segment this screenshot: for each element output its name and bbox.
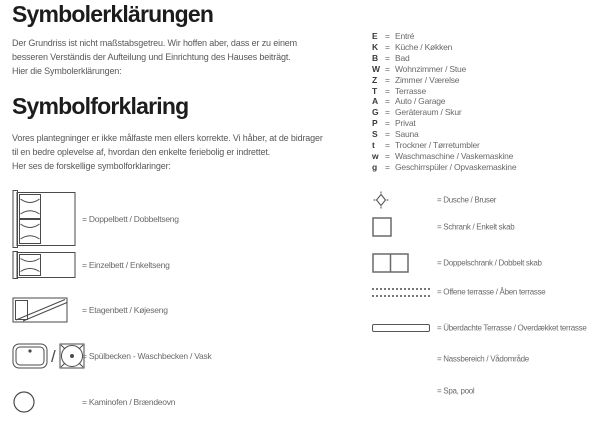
wood-stove-icon: [13, 391, 35, 413]
legend-label: = Kaminofen / Brændeovn: [82, 397, 176, 407]
legend-label: = Offene terrasse / Åben terrasse: [437, 287, 546, 297]
room-code-label: Geschirrspüler / Opvaskemaskine: [395, 161, 517, 172]
room-code-label: Terrasse: [395, 85, 426, 96]
room-code-row: [372, 107, 516, 118]
room-code-label: Privat: [395, 118, 416, 129]
room-code-row: [372, 53, 516, 64]
double-bed-icon: [12, 190, 76, 248]
legend-row-covered-terrace: [372, 322, 600, 333]
washbasin-icon: [59, 343, 85, 369]
room-code-row: [372, 31, 516, 42]
legend-row-double-bed: [12, 190, 342, 248]
room-code-key: B: [372, 53, 379, 64]
room-code-row: [372, 129, 516, 140]
room-code-label: Geräteraum / Skur: [395, 107, 462, 118]
room-code-key: E: [372, 31, 378, 42]
equals-sign: =: [385, 31, 390, 42]
room-code-label: Wohnzimmer / Stue: [395, 63, 467, 74]
room-code-list: [372, 31, 516, 172]
intro-german: [12, 36, 297, 78]
legend-row-single-cabinet: [372, 216, 600, 238]
equals-sign: =: [385, 161, 390, 172]
room-code-key: G: [372, 107, 379, 118]
legend-row-single-bed: [12, 251, 342, 279]
single-cabinet-icon: [372, 216, 392, 238]
room-code-key: T: [372, 85, 378, 96]
room-code-row: [372, 118, 516, 129]
equals-sign: =: [385, 85, 390, 96]
room-code-key: A: [372, 96, 379, 107]
legend-label: = Überdachte Terrasse / Overdækket terrasse: [437, 323, 587, 332]
room-code-label: Sauna: [395, 129, 419, 140]
room-code-key: Z: [372, 74, 378, 85]
equals-sign: =: [385, 139, 390, 150]
room-code-key: W: [372, 63, 381, 74]
equals-sign: =: [385, 118, 390, 129]
room-code-label: Zimmer / Værelse: [395, 74, 460, 85]
legend-label: = Doppelschrank / Dobbelt skab: [437, 258, 542, 268]
heading-german: Symbolerklärungen: [12, 1, 214, 27]
legend-row-shower: [372, 191, 600, 209]
room-code-row: [372, 74, 516, 85]
room-code-key: g: [372, 161, 378, 172]
legend-row-double-cabinet: [372, 252, 600, 274]
room-code-label: Entré: [395, 31, 415, 42]
equals-sign: =: [385, 96, 390, 107]
intro-german-line: Hier die Symbolerklärungen:: [12, 66, 122, 76]
equals-sign: =: [385, 42, 390, 53]
sink-icons: [12, 343, 85, 369]
legend-row-bunk-bed: [12, 297, 342, 323]
legend-label: = Schrank / Enkelt skab: [437, 222, 515, 232]
double-cabinet-icon: [372, 252, 409, 274]
room-code-key: w: [372, 150, 379, 161]
room-code-row: [372, 85, 516, 96]
room-code-row: [372, 150, 516, 161]
intro-danish: [12, 131, 323, 173]
equals-sign: =: [385, 74, 390, 85]
intro-danish-line: Vores plantegninger er ikke målfaste men ellers korrekte. Vi håber, at de bidrager: [12, 133, 323, 143]
legend-label: = Spülbecken - Waschbecken / Vask: [82, 351, 212, 361]
room-code-label: Waschmaschine / Vaskemaskine: [395, 150, 514, 161]
legend-label: = Etagenbett / Køjeseng: [82, 305, 168, 315]
single-bed-icon: [12, 251, 76, 279]
legend-row-stove: [12, 391, 342, 413]
equals-sign: =: [385, 129, 390, 140]
shower-icon: [373, 191, 389, 209]
covered-terrace-icon: [372, 322, 430, 333]
legend-label: = Doppelbett / Dobbeltseng: [82, 214, 179, 224]
legend-row-open-terrace: [372, 285, 600, 299]
room-code-label: Trockner / Tørretumbler: [395, 139, 480, 150]
legend-row-wet-area: [372, 349, 600, 368]
intro-danish-line: til en bedre oplevelse af, hvordan den enkelte feriebolig er indrettet.: [12, 147, 271, 157]
legend-row-sink: [12, 343, 342, 369]
legend-label: = Nassbereich / Vådområde: [437, 354, 529, 363]
room-code-key: S: [372, 129, 378, 140]
equals-sign: =: [385, 53, 390, 64]
room-code-key: K: [372, 42, 379, 53]
room-code-label: Bad: [395, 53, 410, 64]
kitchen-sink-icon: [12, 343, 48, 369]
legend-label: = Spa, pool: [437, 386, 475, 395]
heading-danish: Symbolforklaring: [12, 93, 189, 119]
legend-label: = Einzelbett / Enkeltseng: [82, 260, 170, 270]
room-code-row: [372, 64, 516, 75]
intro-german-line: besseren Verständis der Aufteilung und Einrichtung des Hauses beiträgt.: [12, 52, 291, 62]
room-code-key: P: [372, 118, 378, 129]
intro-danish-line: Her ses de forskellige symbolforklaringer:: [12, 161, 171, 171]
intro-german-line: Der Grundriss ist nicht maßstabsgetreu. Wir hoffen aber, dass er zu einem: [12, 38, 298, 48]
room-code-row: [372, 42, 516, 53]
legend-label: = Dusche / Bruser: [437, 195, 497, 205]
slash-separator: /: [51, 346, 56, 366]
room-code-row: [372, 161, 516, 172]
open-terrace-icon: [372, 285, 430, 299]
room-code-label: Auto / Garage: [395, 96, 446, 107]
legend-row-spa-pool: [372, 381, 600, 400]
equals-sign: =: [385, 63, 390, 74]
room-code-row: [372, 96, 516, 107]
equals-sign: =: [385, 107, 390, 118]
bunk-bed-icon: [12, 297, 68, 323]
room-code-row: [372, 139, 516, 150]
room-code-key: t: [372, 139, 375, 150]
equals-sign: =: [385, 150, 390, 161]
room-code-label: Küche / Køkken: [395, 42, 453, 53]
